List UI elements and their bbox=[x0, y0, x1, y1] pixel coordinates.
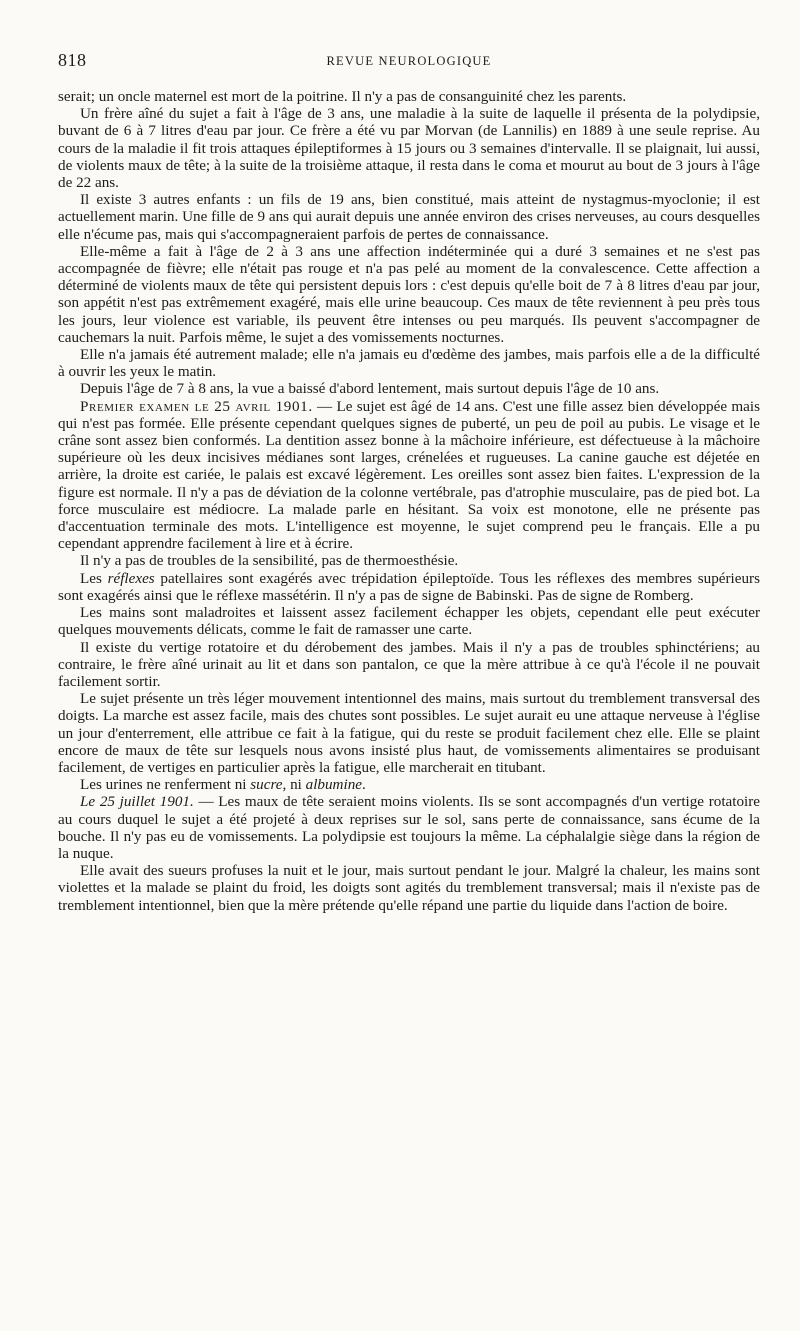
paragraph-text: serait; un oncle maternel est mort de la poitrine. Il n'y a pas de consanguinité chez les parents. bbox=[58, 88, 627, 105]
paragraph bbox=[58, 604, 760, 638]
paragraph-text: Les bbox=[80, 569, 108, 587]
page-header bbox=[58, 50, 760, 72]
paragraph bbox=[58, 552, 760, 569]
paragraph bbox=[58, 346, 760, 380]
paragraph-text: — Le sujet est âgé de 14 ans. C'est une fille assez bien développée mais qui n'est pas formée. Elle présente cependant quelques signes de puberté, un peu de poil au pubis. Le visage et le crâne sont assez bien conformés. La dentition assez bonne à la mâchoire inférieure, est défectueuse à la mâchoire supérieure où les deux incisives médianes sont larges, crénelées et rugueuses. La canine gauche est déjetée en arrière, la droite est cariée, le palais est excavé légèrement. Les oreilles sont assez bien faites. L'expression de la figure est normale. Il n'y a pas de déviation de la colonne vertébrale, pas d'atrophie musculaire, pas de pied bot. La force musculaire est médiocre. La malade parle en hésitant. Sa voix est monotone, elle ne présente pas d'accentuation terminale des mots. L'intelligence est moyenne, le sujet comprend peu le français. Elle a pu cependant apprendre facilement à lire et à écrire. bbox=[58, 397, 760, 553]
paragraph-text: Elle n'a jamais été autrement malade; elle n'a jamais eu d'œdème des jambes, mais parfois elle a de la difficulté à ouvrir les yeux le matin. bbox=[58, 346, 760, 381]
exam-heading: Premier examen le 25 avril 1901. bbox=[80, 397, 313, 415]
paragraph bbox=[58, 862, 760, 914]
running-title: REVUE NEUROLOGIQUE bbox=[326, 54, 492, 68]
paragraph bbox=[58, 690, 760, 776]
paragraph-text: Il existe 3 autres enfants : un fils de 19 ans, bien constitué, mais atteint de nystagmus-myoclonie; il est actuellement marin. Une fille de 9 ans qui aurait depuis une année environ des crises nerveuses, au cours desquelles elle n'écume pas, mais qui s'accompagneraient parfois de pertes de connaissance. bbox=[58, 191, 760, 243]
paragraph bbox=[58, 88, 760, 105]
paragraph bbox=[58, 793, 760, 862]
article-body bbox=[58, 88, 760, 914]
paragraph bbox=[58, 398, 760, 553]
paragraph-text: Un frère aîné du sujet a fait à l'âge de 3 ans, une maladie à la suite de laquelle il présenta de la polydipsie, buvant de 6 à 7 litres d'eau par jour. Ce frère a été vu par Morvan (de Lannilis) en 1889 à une seule reprise. Au cours de la maladie il fit trois attaques épileptiformes à 15 jours ou 3 semaines d'intervalle. Il se plaignait, lui aussi, de violents maux de tête; à la suite de la troisième attaque, il resta dans le coma et mourut au bout de 3 jours à l'âge de 22 ans. bbox=[58, 105, 760, 192]
paragraph-text: Les mains sont maladroites et laissent assez facilement échapper les objets, cependant elle peut exécuter quelques mouvements délicats, comme le fait de ramasser une carte. bbox=[58, 604, 760, 639]
paragraph-text: Il existe du vertige rotatoire et du dérobement des jambes. Mais il n'y a pas de troubles sphinctériens; au contraire, le frère aîné urinait au lit et dans son pantalon, ce que la mère attribue à ce qu'à l'école il ne pouvait facilement sortir. bbox=[58, 638, 760, 690]
paragraph bbox=[58, 191, 760, 243]
paragraph bbox=[58, 243, 760, 346]
paragraph-text: — Les maux de tête seraient moins violents. Ils se sont accompagnés d'un vertige rotatoire au cours duquel le sujet a été projeté à deux reprises sur le sol, sans perte de connaissance, sans écume de la bouche. Il n'y pas eu de vomissements. La polydipsie est toujours la même. La céphalalgie siège dans la région de la nuque. bbox=[58, 793, 761, 862]
paragraph-text: patellaires sont exagérés avec trépidation épileptoïde. Tous les réflexes des membres supérieurs sont exagérés ainsi que le réflexe massétérin. Il n'y a pas de signe de Babinski. Pas de signe de Romberg. bbox=[58, 569, 760, 604]
paragraph-text: , ni bbox=[282, 776, 306, 794]
paragraph-text: . bbox=[362, 776, 366, 794]
paragraph bbox=[58, 105, 760, 191]
paragraph bbox=[58, 380, 760, 397]
italic-term: sucre bbox=[250, 776, 283, 794]
paragraph bbox=[58, 776, 760, 793]
paragraph-text: Il n'y a pas de troubles de la sensibilité, pas de thermoesthésie. bbox=[80, 552, 459, 570]
italic-term: réflexes bbox=[107, 569, 155, 587]
paragraph bbox=[58, 570, 760, 604]
italic-term: albumine bbox=[305, 776, 362, 794]
page-number: 818 bbox=[58, 50, 87, 70]
paragraph-text: Les urines ne renferment ni bbox=[80, 776, 251, 794]
paragraph-text: Elle-même a fait à l'âge de 2 à 3 ans une affection indéterminée qui a duré 3 semaines et ne s'est pas accompagnée de fièvre; elle n'était pas rouge et n'a pas pelé au moment de la convalescence. Cette affection a déterminé de violents maux de tête qui persistent depuis lors : c'est depuis qu'elle boit de 7 à 8 litres d'eau par jour, son appétit n'est pas extrêmement exagéré, mais elle urine beaucoup. Ces maux de tête reviennent à peu près tous les jours, leur violence est variable, ils peuvent être intenses ou peu marqués. Ils peuvent s'accompagner de cauchemars la nuit. Parfois même, le sujet a des vomissements nocturnes. bbox=[58, 242, 760, 346]
date-heading: Le 25 juillet 1901. bbox=[80, 793, 194, 811]
paragraph-text: Le sujet présente un très léger mouvement intentionnel des mains, mais surtout du tremblement transversal des doigts. La marche est assez facile, mais des chutes sont possibles. Le sujet aurait eu une attaque nerveuse à l'église un jour d'enterrement, elle attribue ce fait à la fatigue, qui du reste se produit facilement chez elle. Elle se plaint encore de maux de tête sur lesquels nous avons insisté plus haut, de vomissements alimentaires se produisant facilement, de vertiges en particulier après la fatigue, elle marcherait en titubant. bbox=[58, 690, 760, 776]
paragraph-text: Depuis l'âge de 7 à 8 ans, la vue a baissé d'abord lentement, mais surtout depuis l'âge de 10 ans. bbox=[80, 380, 660, 398]
paragraph bbox=[58, 639, 760, 691]
paragraph-text: Elle avait des sueurs profuses la nuit et le jour, mais surtout pendant le jour. Malgré la chaleur, les mains sont violettes et la malade se plaint du froid, les doigts sont agités du tremblement transversal; mais il n'existe pas de tremblement intentionnel, bien que la mère prétende qu'elle répand une partie du liquide dans l'action de boire. bbox=[58, 862, 760, 914]
